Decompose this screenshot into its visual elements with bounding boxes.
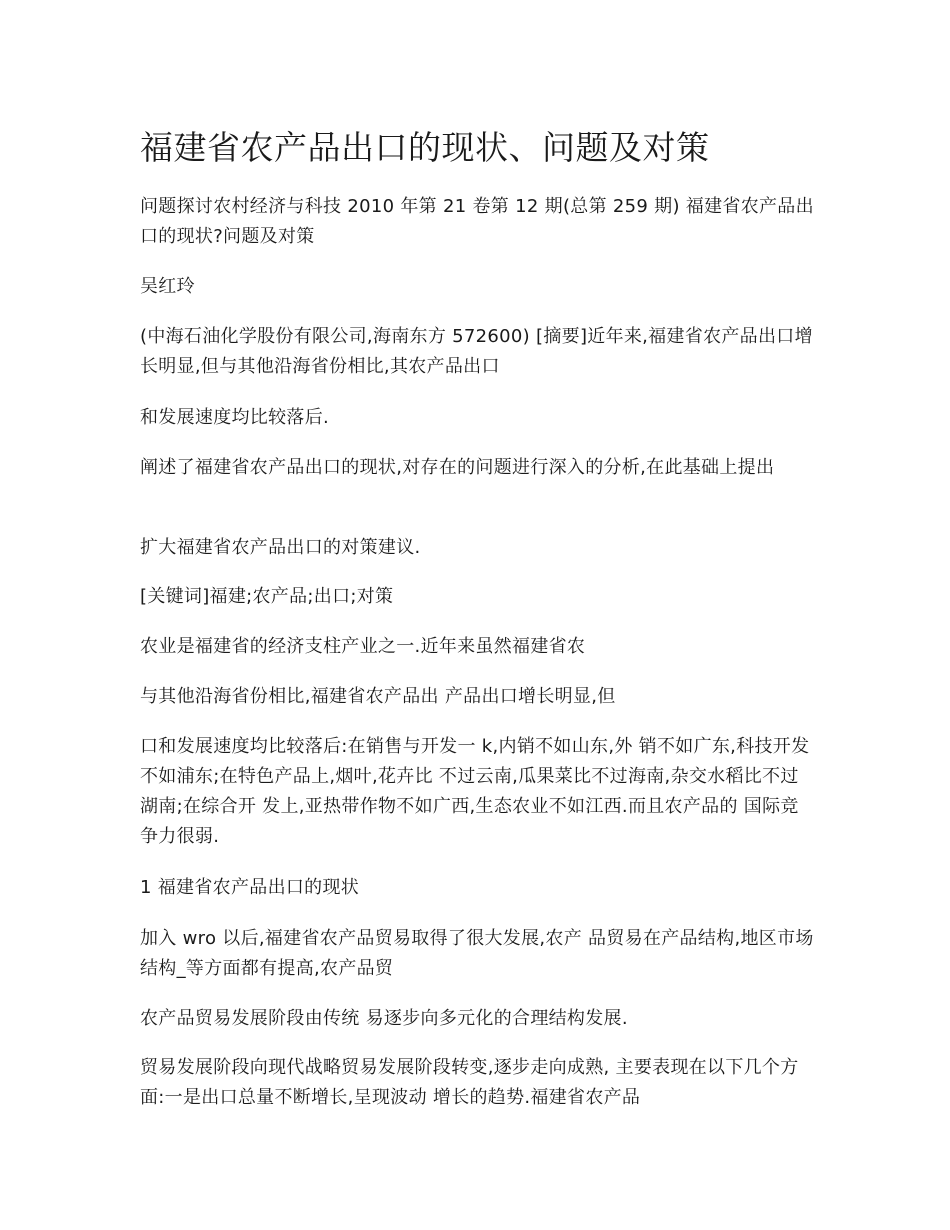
body-paragraph: 农产品贸易发展阶段由传统 易逐步向多元化的合理结构发展. <box>140 1008 628 1029</box>
keywords-paragraph: [关键词]福建;农产品;出口;对策 <box>140 586 394 607</box>
abstract-continued-paragraph: 和发展速度均比较落后. <box>140 407 330 428</box>
affiliation-abstract-paragraph: (中海石油化学股份有限公司,海南东方 572600) [摘要]近年来,福建省农产品出口增长明显,但与其他沿海省份相比,其农产品出口 <box>140 326 813 377</box>
author-paragraph: 吴红玲 <box>140 276 195 297</box>
body-paragraph: 贸易发展阶段向现代战略贸易发展阶段转变,逐步走向成熟, 主要表现在以下几个方面:一是出口总量不断增长,呈现波动 增长的趋势.福建省农产品 <box>140 1057 799 1108</box>
section-heading: 1 福建省农产品出口的现状 <box>140 877 360 898</box>
body-paragraph: 与其他沿海省份相比,福建省农产品出 产品出口增长明显,但 <box>140 686 616 707</box>
body-paragraph: 加入 wro 以后,福建省农产品贸易取得了很大发展,农产 品贸易在产品结构,地区市场结构_等方面都有提高,农产品贸 <box>140 928 814 979</box>
document-title: 福建省农产品出口的现状、问题及对策 <box>140 128 710 167</box>
journal-header-paragraph: 问题探讨农村经济与科技 2010 年第 21 卷第 12 期(总第 259 期) 福建省农产品出口的现状?问题及对策 <box>140 196 814 247</box>
abstract-conclusion-paragraph: 扩大福建省农产品出口的对策建议. <box>140 537 421 558</box>
body-paragraph: 口和发展速度均比较落后:在销售与开发一 k,内销不如山东,外 销不如广东,科技开发不如浦东;在特色产品上,烟叶,花卉比 不过云南,瓜果菜比不过海南,杂交水稻比不过湖南;在综合开 发上,亚热带作物不如广西,生态农业不如江西.而且农产品的 国际竞争力很弱. <box>140 736 810 847</box>
abstract-description-paragraph: 阐述了福建省农产品出口的现状,对存在的问题进行深入的分析,在此基础上提出 <box>140 457 775 478</box>
body-paragraph: 农业是福建省的经济支柱产业之一.近年来虽然福建省农 <box>140 636 586 657</box>
